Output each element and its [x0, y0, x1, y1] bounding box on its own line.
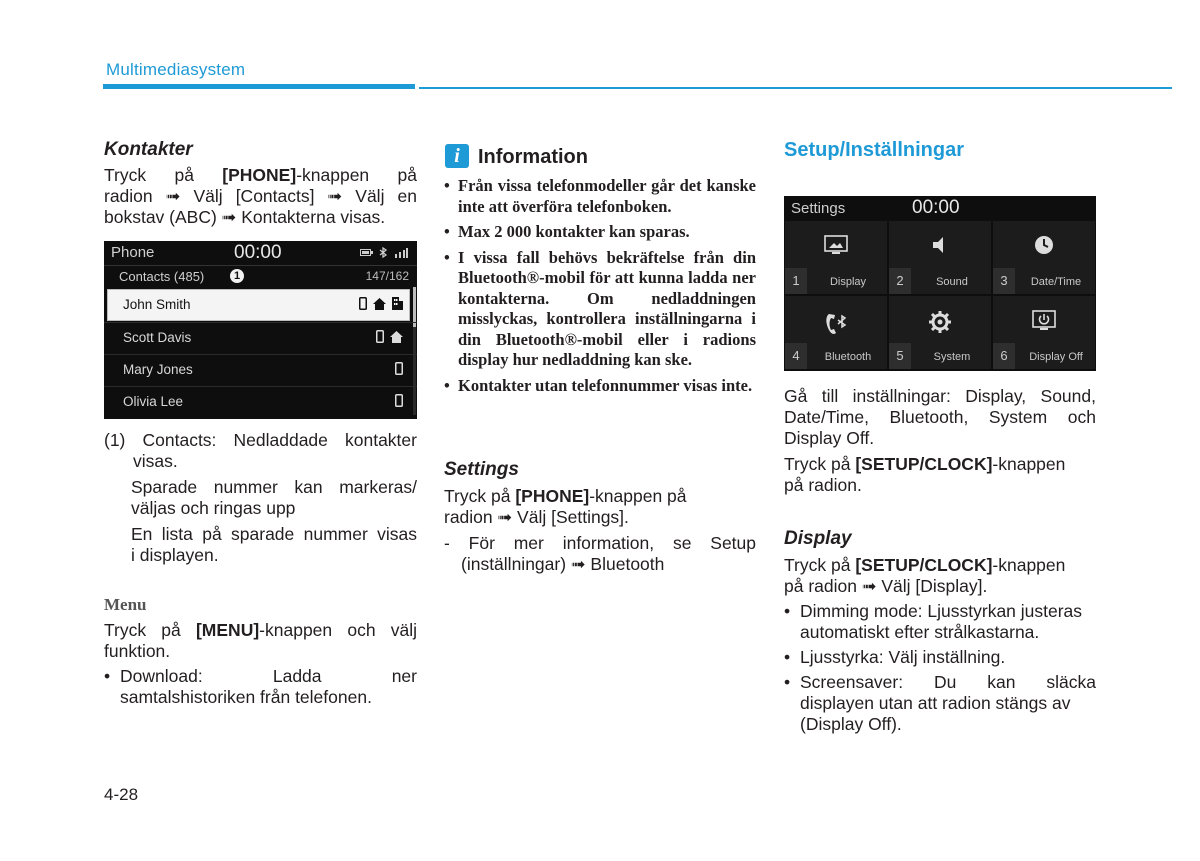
- text-span: -knappen: [992, 555, 1066, 575]
- display-heading: Display: [784, 528, 852, 549]
- display-section: [784, 528, 1096, 735]
- settings-section: [444, 459, 756, 575]
- menu-line-2: funktion.: [104, 641, 171, 661]
- callout-badge: 1: [230, 269, 244, 283]
- phone-screen-title: Phone: [111, 244, 155, 261]
- note-3b: i displayen.: [131, 545, 219, 565]
- text-span: -knappen: [992, 454, 1066, 474]
- info-heading: Information: [478, 146, 588, 168]
- page-number: 4-28: [104, 785, 139, 804]
- contacts-label: Contacts (485): [119, 269, 205, 284]
- text-span: Tryck på: [444, 486, 511, 506]
- bullet-line: automatiskt efter strålkastarna.: [800, 622, 1040, 642]
- bullet-line: Screensaver: Du kan släcka: [800, 672, 1096, 692]
- setup-clock-button-ref: [SETUP/CLOCK]: [855, 555, 993, 575]
- contact-name: John Smith: [123, 297, 191, 312]
- settings-note-b: (inställningar) ➟ Bluetooth: [461, 554, 665, 574]
- text-span: Tryck på: [104, 165, 194, 185]
- tile-label: Display: [829, 276, 867, 288]
- display-line-2: på radion ➟ Välj [Display].: [784, 576, 988, 596]
- settings-screen: [784, 196, 1096, 371]
- menu-button-ref: [MENU]: [195, 620, 260, 640]
- contact-type-icons: [395, 394, 403, 407]
- home-icon: [390, 331, 403, 343]
- note-3a: En lista på sparade nummer visas: [131, 524, 417, 544]
- contact-type-icons: [376, 330, 403, 343]
- contact-type-icons: [395, 362, 403, 375]
- battery-icon: [360, 247, 373, 258]
- contact-row[interactable]: [107, 289, 410, 321]
- phone-screen-time: 00:00: [234, 242, 282, 263]
- tile-number: 5: [889, 343, 911, 369]
- bullet-text: [120, 666, 417, 708]
- bullet-text: [800, 647, 1096, 668]
- phone-button-ref: [PHONE]: [222, 165, 297, 185]
- tile-label: Bluetooth: [824, 351, 872, 363]
- info-item: [444, 248, 756, 371]
- tile-number: 2: [889, 268, 911, 294]
- goto-line-b: Date/Time, Bluetooth, System och: [784, 407, 1096, 427]
- tile-label: Sound: [936, 276, 968, 288]
- display-bullet: [784, 672, 1096, 735]
- header-rule-thin: [419, 87, 1172, 89]
- phone-button-ref: [PHONE]: [515, 486, 590, 506]
- tile-number: 6: [993, 343, 1015, 369]
- bullet-line: Download: Ladda ner: [120, 666, 417, 686]
- info-item-text: I vissa fall behövs bekräftelse från din Bluetooth®-mobil för att kunna ladda ner kontakterna. Om nedladdningen misslyckas, kontrollera inställningarna i din Bluetooth®-mobil eller i radions display hur nedladdning kan ske.: [458, 247, 756, 369]
- speaker-icon: [930, 235, 950, 255]
- bullet-dot: •: [784, 601, 791, 621]
- kontakter-line-3: bokstav (ABC) ➟ Kontakterna visas.: [104, 207, 386, 227]
- tile-label: Date/Time: [1030, 276, 1082, 288]
- setup-line-1: [784, 454, 1096, 475]
- tile-display[interactable]: [785, 221, 887, 294]
- mobile-icon: [359, 297, 367, 310]
- note-1b: visas.: [133, 451, 178, 471]
- bullet-dot: •: [444, 247, 450, 267]
- settings-line-2: radion ➟ Välj [Settings].: [444, 507, 629, 527]
- note-1a: (1) Contacts: Nedladdade kontakter: [104, 430, 417, 450]
- tile-date-time[interactable]: [993, 221, 1095, 294]
- bullet-dot: •: [444, 176, 450, 195]
- bullet-line: (Display Off).: [800, 714, 902, 734]
- text-span: Tryck på: [784, 454, 851, 474]
- setup-clock-button-ref: [SETUP/CLOCK]: [855, 454, 993, 474]
- setup-heading: Setup/Inställningar: [784, 139, 965, 161]
- bluetooth-icon: [378, 247, 389, 258]
- bullet-line: samtalshistoriken från telefonen.: [120, 687, 372, 707]
- contact-type-icons: [359, 297, 403, 310]
- contact-row[interactable]: [104, 386, 417, 418]
- text-span: Tryck på: [784, 555, 851, 575]
- bullet-dot: •: [784, 672, 791, 692]
- download-bullet: [104, 666, 417, 708]
- note-2a: Sparade nummer kan markeras/: [131, 477, 417, 497]
- text-span: -knappen på: [296, 165, 417, 185]
- display-bullet: [784, 601, 1096, 643]
- bullet-dot: •: [444, 222, 450, 241]
- text-span: -knappen och välj: [259, 620, 417, 640]
- settings-note-a: - För mer information, se Setup: [444, 533, 756, 553]
- display-icon: [824, 235, 848, 255]
- info-icon: i: [445, 144, 469, 168]
- bluetooth-phone-icon: [823, 310, 849, 336]
- goto-line-c: Display Off.: [784, 428, 875, 448]
- kontakter-heading: Kontakter: [104, 139, 193, 160]
- info-item-text: Max 2 000 kontakter kan sparas.: [458, 222, 690, 241]
- kontakter-section: [104, 139, 417, 228]
- display-line-1: [784, 555, 1096, 576]
- contact-name: Olivia Lee: [123, 394, 184, 409]
- info-item: [444, 222, 756, 243]
- bullet-line: displayen utan att radion stängs av: [800, 693, 1071, 713]
- contact-name: Scott Davis: [123, 330, 192, 345]
- tile-number: 3: [993, 268, 1015, 294]
- clock-icon: [1034, 235, 1054, 255]
- header-rule-thick: [103, 84, 415, 89]
- tile-sound[interactable]: [889, 221, 991, 294]
- bullet-line: Ljusstyrka: Välj inställning.: [800, 647, 1006, 667]
- mobile-icon: [395, 362, 403, 375]
- menu-heading: Menu: [104, 595, 147, 614]
- section-header: Multimediasystem: [106, 60, 246, 79]
- text-span: Tryck på: [104, 620, 181, 640]
- bullet-dot: •: [104, 666, 111, 686]
- settings-line-1: [444, 486, 756, 507]
- info-list: [444, 176, 756, 401]
- settings-heading: Settings: [444, 459, 519, 480]
- bullet-text: [800, 601, 1096, 643]
- setup-line-2: på radion.: [784, 475, 862, 495]
- tile-label: Display Off: [1029, 351, 1083, 363]
- gear-icon: [928, 310, 952, 334]
- setup-body: [784, 386, 1096, 496]
- contact-row[interactable]: [104, 322, 417, 354]
- contacts-notes: [104, 430, 417, 566]
- home-icon: [373, 298, 386, 310]
- tile-label: System: [933, 351, 971, 363]
- note-2b: väljas och ringas upp: [131, 498, 296, 518]
- office-icon: [392, 297, 403, 310]
- tile-number: 1: [785, 268, 807, 294]
- settings-screen-title: Settings: [791, 200, 846, 217]
- mobile-icon: [376, 330, 384, 343]
- signal-icon: [394, 247, 408, 258]
- kontakter-line-2: radion ➟ Välj [Contacts] ➟ Välj en: [104, 186, 417, 206]
- info-item: [444, 376, 756, 397]
- menu-section: [104, 594, 417, 708]
- contact-name: Mary Jones: [123, 362, 193, 377]
- settings-screen-time: 00:00: [912, 197, 960, 218]
- kontakter-line-1: [104, 165, 417, 186]
- display-off-icon: [1032, 310, 1056, 332]
- info-item: [444, 176, 756, 217]
- mobile-icon: [395, 394, 403, 407]
- phone-screen-divider: [104, 265, 417, 266]
- bullet-text: [800, 672, 1096, 735]
- tile-display-off[interactable]: [993, 296, 1095, 369]
- tile-bluetooth[interactable]: [785, 296, 887, 369]
- bullet-dot: •: [784, 647, 791, 667]
- status-icons: [360, 247, 408, 258]
- info-item-text: Från vissa telefonmodeller går det kanske inte att överföra telefonboken.: [458, 176, 756, 216]
- info-item-text: Kontakter utan telefonnummer visas inte.: [458, 375, 753, 395]
- goto-line-a: Gå till inställningar: Display, Sound,: [784, 386, 1096, 406]
- text-span: -knappen på: [589, 486, 687, 506]
- tile-number: 4: [785, 343, 807, 369]
- bullet-dot: •: [444, 375, 450, 395]
- tile-system[interactable]: [889, 296, 991, 369]
- contacts-count: 147/162: [365, 269, 409, 283]
- scrollbar-thumb[interactable]: [413, 287, 416, 327]
- contact-row[interactable]: [104, 354, 417, 386]
- display-bullet: [784, 647, 1096, 668]
- bullet-line: Dimming mode: Ljusstyrkan justeras: [800, 601, 1083, 621]
- menu-line-1: [104, 620, 417, 641]
